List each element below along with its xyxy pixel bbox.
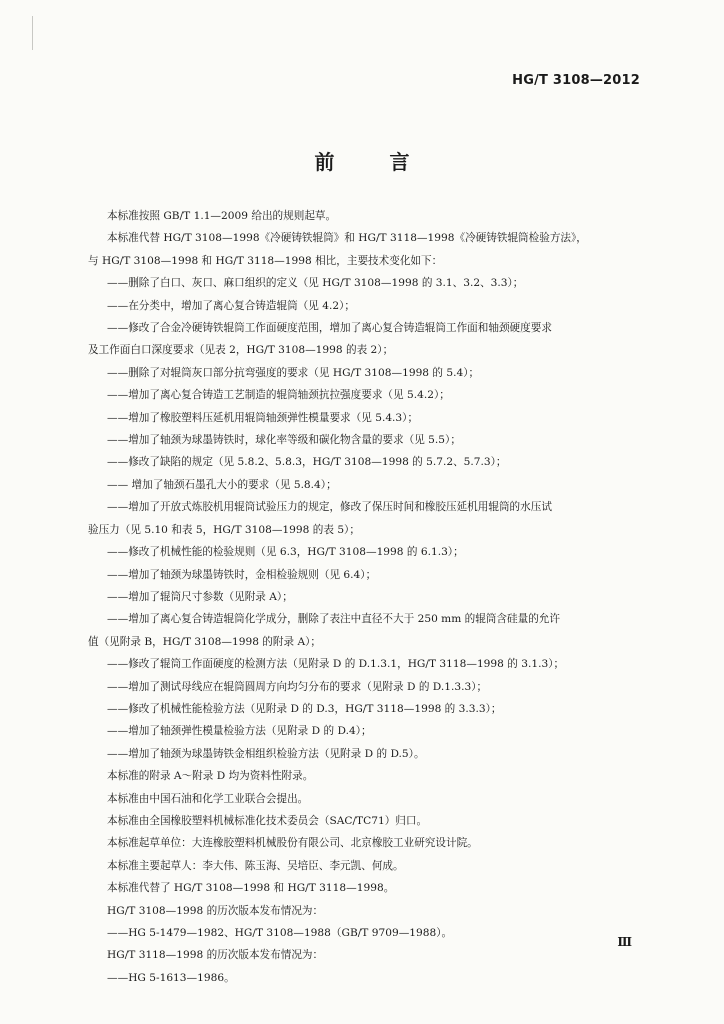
paragraph: 本标准代替 HG/T 3108—1998《冷硬铸铁辊筒》和 HG/T 3118—1998《冷硬铸铁辊筒检验方法》， — [107, 232, 587, 245]
list-item: ——HG 5-1613—1986。 — [107, 971, 235, 984]
list-item: ——修改了合金冷硬铸铁辊筒工作面硬度范围，增加了离心复合铸造辊筒工作面和轴颈硬度要求 — [107, 322, 552, 335]
list-item: ——增加了离心复合铸造辊筒化学成分，删除了表注中直径不大于 250 mm 的辊筒含硅量的允许 — [107, 613, 560, 626]
list-item: ——增加了离心复合铸造工艺制造的辊筒轴颈抗拉强度要求（见 5.4.2）； — [107, 389, 450, 402]
list-item: ——增加了测试母线应在辊筒圆周方向均匀分布的要求（见附录 D 的 D.1.3.3）； — [107, 680, 488, 693]
list-item-continuation: 及工作面白口深度要求（见表 2，HG/T 3108—1998 的表 2）； — [88, 344, 394, 357]
list-item: ——修改了辊筒工作面硬度的检测方法（见附录 D 的 D.1.3.1，HG/T 3118—1998 的 3.1.3）； — [107, 658, 565, 671]
paragraph: HG/T 3108—1998 的历次版本发布情况为： — [107, 904, 324, 917]
list-item: ——增加了轴颈为球墨铸铁金相组织检验方法（见附录 D 的 D.5）。 — [107, 747, 425, 760]
list-item: ——修改了机械性能检验方法（见附录 D 的 D.3，HG/T 3118—1998 的 3.3.3）； — [107, 702, 502, 715]
list-item: ——增加了轴颈为球墨铸铁时，金相检验规则（见 6.4）； — [107, 568, 377, 581]
list-item: ——增加了开放式炼胶机用辊筒试验压力的规定，修改了保压时间和橡胶压延机用辊筒的水压试 — [107, 501, 552, 514]
paragraph: 本标准由中国石油和化学工业联合会提出。 — [107, 792, 309, 805]
page-number: Ⅲ — [617, 935, 632, 949]
paragraph-continuation: 与 HG/T 3108—1998 和 HG/T 3118—1998 相比，主要技术变化如下： — [88, 254, 443, 267]
list-item: ——修改了缺陷的规定（见 5.8.2、5.8.3，HG/T 3108—1998 的 5.7.2、5.7.3）； — [107, 456, 507, 469]
list-item: ——增加了辊筒尺寸参数（见附录 A）； — [107, 590, 293, 603]
list-item: ——增加了轴颈为球墨铸铁时，球化率等级和碳化物含量的要求（见 5.5）； — [107, 434, 461, 447]
paragraph: 本标准主要起草人：李大伟、陈玉海、吴培臣、李元凯、何成。 — [107, 859, 404, 872]
list-item: ——在分类中，增加了离心复合铸造辊筒（见 4.2）； — [107, 299, 355, 312]
list-item: ——修改了机械性能的检验规则（见 6.3，HG/T 3108—1998 的 6.1.3）； — [107, 546, 464, 559]
list-item-continuation: 验压力（见 5.10 和表 5，HG/T 3108—1998 的表 5）； — [88, 523, 360, 536]
paragraph: 本标准代替了 HG/T 3108—1998 和 HG/T 3118—1998。 — [107, 882, 395, 895]
list-item: ——删除了白口、灰口、麻口组织的定义（见 HG/T 3108—1998 的 3.1、3.2、3.3）； — [107, 277, 524, 290]
paragraph: 本标准按照 GB/T 1.1—2009 给出的规则起草。 — [107, 210, 337, 222]
list-item-continuation: 值（见附录 B，HG/T 3108—1998 的附录 A）； — [88, 635, 321, 648]
scan-edge-mark — [32, 16, 37, 50]
paragraph: 本标准起草单位：大连橡胶塑料机械股份有限公司、北京橡胶工业研究设计院。 — [107, 837, 478, 850]
paragraph: 本标准由全国橡胶塑料机械标准化技术委员会（SAC/TC71）归口。 — [107, 814, 428, 827]
foreword-body — [88, 205, 644, 989]
standard-code-header: HG/T 3108—2012 — [512, 73, 640, 88]
list-item: —— 增加了轴颈石墨孔大小的要求（见 5.8.4）； — [107, 478, 337, 491]
list-item: ——删除了对辊筒灰口部分抗弯强度的要求（见 HG/T 3108—1998 的 5.4）； — [107, 366, 480, 379]
list-item: ——HG 5-1479—1982、HG/T 3108—1988（GB/T 9709—1988）。 — [107, 927, 453, 939]
page-title: 前 言 — [314, 150, 434, 174]
paragraph: HG/T 3118—1998 的历次版本发布情况为： — [107, 949, 324, 962]
paragraph: 本标准的附录 A～附录 D 均为资料性附录。 — [107, 770, 314, 783]
list-item: ——增加了轴颈弹性模量检验方法（见附录 D 的 D.4）； — [107, 725, 372, 738]
list-item: ——增加了橡胶塑料压延机用辊筒轴颈弹性模量要求（见 5.4.3）； — [107, 411, 419, 424]
